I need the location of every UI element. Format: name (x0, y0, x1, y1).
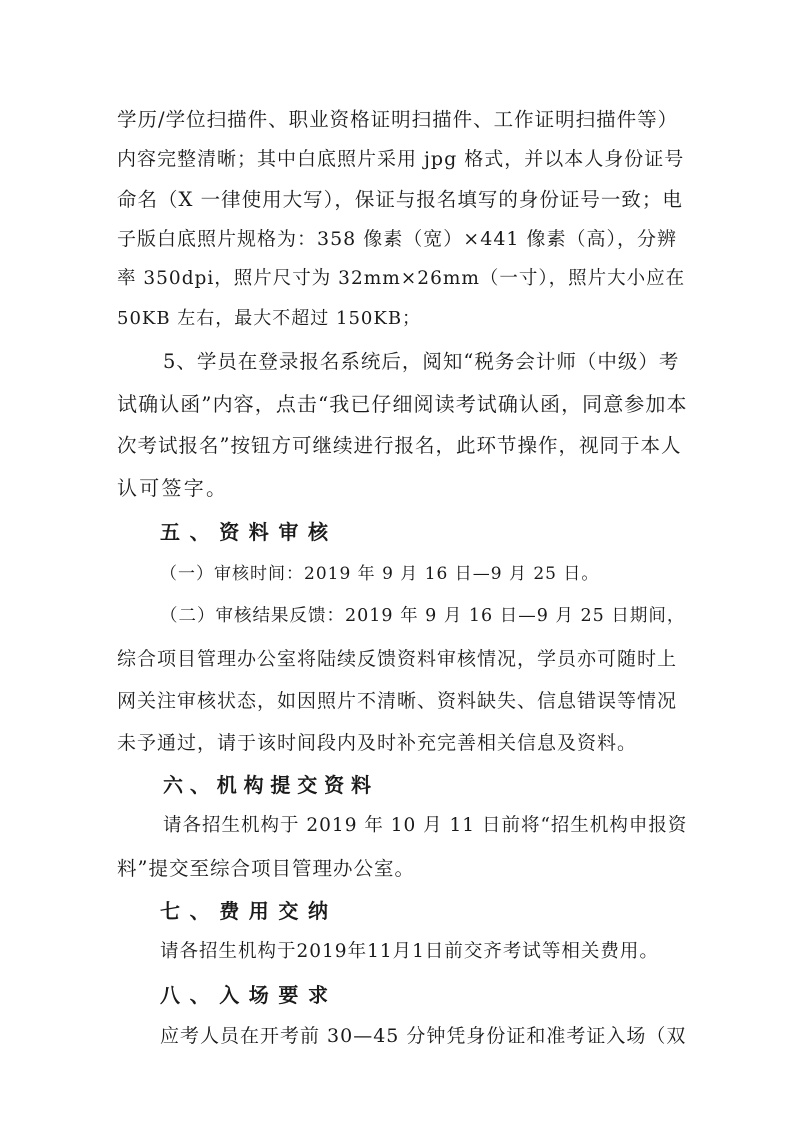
text-line: 率 350dpi，照片尺寸为 32mm×26mm（一寸），照片大小应在 (117, 268, 686, 289)
text-line: 命名（X 一律使用大写），保证与报名填写的身份证号一致；电 (117, 188, 683, 211)
text-line: 综合项目管理办公室将陆续反馈资料审核情况，学员亦可随时上 (117, 648, 678, 670)
text-line: 50KB 左右，最大不超过 150KB； (117, 308, 422, 329)
section-heading: 五、资料审核 (160, 520, 338, 544)
text-line: （一）审核时间：2019 年 9 月 16 日—9 月 25 日。 (160, 564, 600, 584)
text-line: 料”提交至综合项目管理办公室。 (117, 857, 415, 880)
text-line: 应考人员在开考前 30—45 分钟凭身份证和准考证入场（双 (160, 1025, 687, 1047)
text-line: 内容完整清晰；其中白底照片采用 jpg 格式，并以本人身份证号 (117, 148, 685, 170)
text-line: 学历/学位扫描件、职业资格证明扫描件、工作证明扫描件等） (117, 108, 679, 131)
section-heading: 七、费用交纳 (160, 899, 338, 923)
text-line: 网关注审核状态，如因照片不清晰、资料缺失、信息错误等情况 (117, 690, 678, 712)
text-line: 5、学员在登录报名系统后，阅知“税务会计师（中级）考 (163, 350, 680, 373)
text-line: 请各招生机构于 2019 年 10 月 11 日前将“招生机构申报资 (163, 815, 688, 836)
text-line: 认可签字。 (117, 476, 229, 500)
section-heading: 六、机构提交资料 (163, 773, 378, 797)
text-line: 次考试报名”按钮方可继续进行报名，此环节操作，视同于本人 (117, 434, 682, 457)
text-line: 试确认函”内容，点击“我已仔细阅读考试确认函，同意参加本 (117, 392, 688, 416)
text-line: 请各招生机构于2019年11月1日前交齐考试等相关费用。 (160, 941, 659, 962)
section-heading: 八、入场要求 (160, 983, 338, 1007)
text-line: （二）审核结果反馈：2019 年 9 月 16 日—9 月 25 日期间， (160, 606, 686, 626)
text-line: 子版白底照片规格为：358 像素（宽）×441 像素（高），分辨 (117, 228, 678, 250)
text-line: 未予通过，请于该时间段内及时补充完善相关信息及资料。 (117, 732, 638, 754)
